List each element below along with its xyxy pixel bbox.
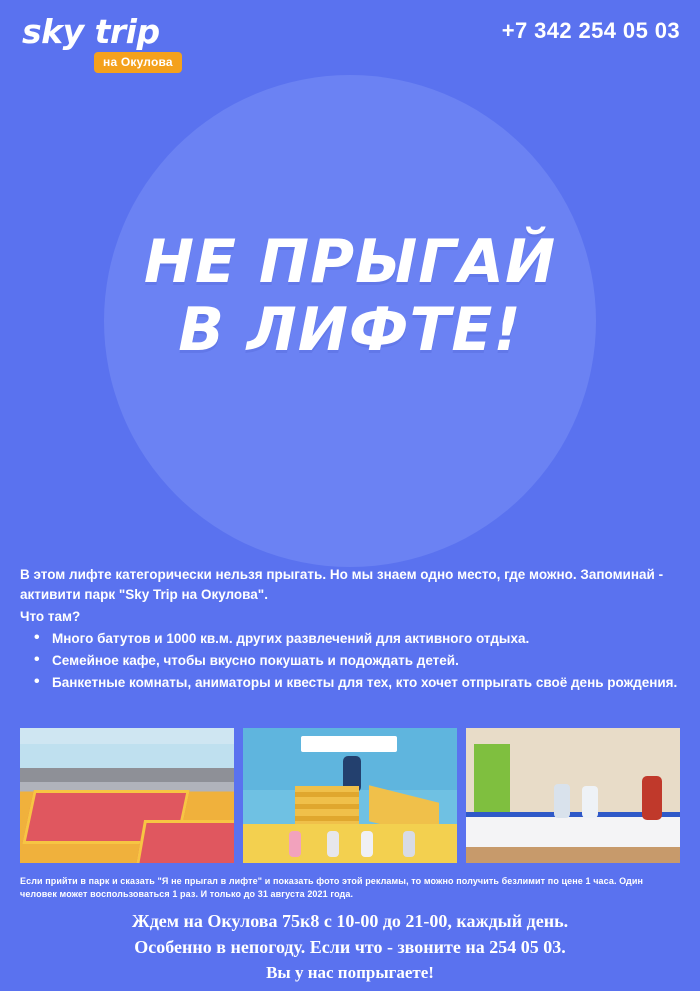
photo-trampolines: [20, 728, 234, 863]
intro-paragraph: В этом лифте категорически нельзя прыгать. Но мы знаем одно место, где можно. Запоминай - активити парк "Sky Trip на Окулова".: [20, 567, 664, 602]
poster-header: [0, 0, 700, 90]
footer-line-3: Вы у нас попрыгаете!: [266, 963, 434, 982]
photo-foam-pit: [243, 728, 457, 863]
brand-logo[interactable]: [22, 14, 222, 84]
list-item: • Много батутов и 1000 кв.м. других развлечений для активного отдыха.: [42, 629, 682, 648]
headline-line-2: В ЛИФТЕ!: [178, 295, 522, 365]
phone-number[interactable]: +7 342 254 05 03: [501, 18, 680, 43]
logo-location-badge: на Окулова: [94, 52, 182, 73]
feature-list: [20, 629, 682, 692]
fineprint-text: Если прийти в парк и сказать "Я не прыгал в лифте" и показать фото этой рекламы, то можно получить безлимит по цене 1 часа. Один человек может воспользоваться 1 раз. И только до 31 августа 2021 года.: [20, 876, 644, 899]
body-copy: [20, 565, 682, 695]
photo-strip: [20, 728, 680, 863]
page-title: [0, 228, 700, 364]
list-item: • Семейное кафе, чтобы вкусно покушать и подождать детей.: [42, 651, 682, 670]
headline-line-1: НЕ ПРЫГАЙ: [143, 227, 557, 297]
photo-ball-pit: [466, 728, 680, 863]
poster-footer: [0, 908, 700, 986]
list-item: • Банкетные комнаты, аниматоры и квесты для тех, кто хочет отпрыгать своё день рождения.: [42, 673, 682, 692]
question-line: Что там?: [20, 609, 81, 624]
footer-line-2: Особенно в непогоду. Если что - звоните на 254 05 03.: [134, 937, 566, 957]
logo-wordmark: sky trip: [22, 12, 160, 51]
footer-line-1: Ждем на Окулова 75к8 с 10-00 до 21-00, каждый день.: [131, 911, 569, 931]
